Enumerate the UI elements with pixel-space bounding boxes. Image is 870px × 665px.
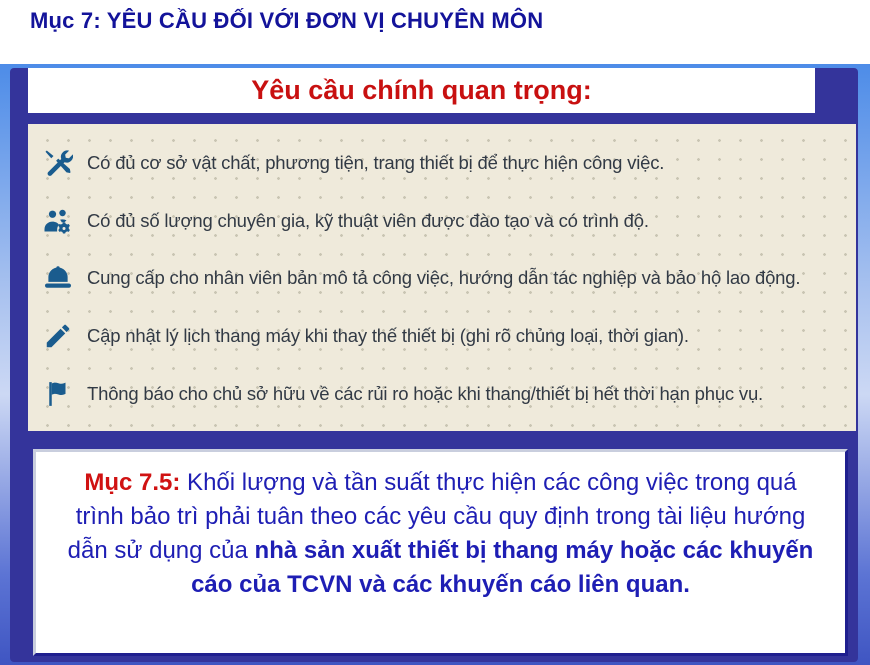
note-label: Mục 7.5: [84, 469, 181, 496]
tools-icon [42, 147, 74, 179]
main-panel [10, 68, 858, 662]
list-item-text: Có đủ số lượng chuyên gia, kỹ thuật viên được đào tạo và có trình độ. [87, 209, 649, 231]
list-item [42, 205, 850, 237]
list-item-text: Thông báo cho chủ sở hữu về các rủi ro hoặc khi thang/thiết bị hết thời hạn phục vụ. [87, 382, 763, 404]
list-item-text: Cung cấp cho nhân viên bản mô tả công việc, hướng dẫn tác nghiệp và bảo hộ lao động. [87, 267, 801, 289]
note-text-bold: nhà sản xuất thiết bị thang máy hoặc các khuyến cáo của TCVN và các khuyến cáo liên quan. [191, 537, 814, 598]
flag-icon [42, 378, 74, 410]
list-item [42, 262, 850, 294]
list-item-text: Cập nhật lý lịch thang máy khi thay thế thiết bị (ghi rõ chủng loại, thời gian). [87, 325, 689, 347]
list-item [42, 378, 850, 410]
pencil-icon [42, 320, 74, 352]
list-item-text: Có đủ cơ sở vật chất, phương tiện, trang thiết bị để thực hiện công việc. [87, 151, 665, 173]
page-title: Mục 7: YÊU CẦU ĐỐI VỚI ĐƠN VỊ CHUYÊN MÔN [30, 8, 544, 33]
requirements-list [28, 124, 856, 431]
list-item [42, 147, 850, 179]
hard-hat-icon [42, 262, 74, 294]
note-paragraph [65, 466, 817, 602]
note-text-regular: Khối lượng và tần suất thực hiện các công việc trong quá trình bảo trì phải tuân theo các yêu cầu quy định trong tài liệu hướng dẫn sử dụng của [67, 469, 806, 564]
panel-header [28, 68, 815, 113]
team-gear-icon [42, 205, 74, 237]
panel-header-title: Yêu cầu chính quan trọng: [251, 75, 592, 105]
note-panel [33, 449, 848, 656]
list-item [42, 320, 850, 352]
